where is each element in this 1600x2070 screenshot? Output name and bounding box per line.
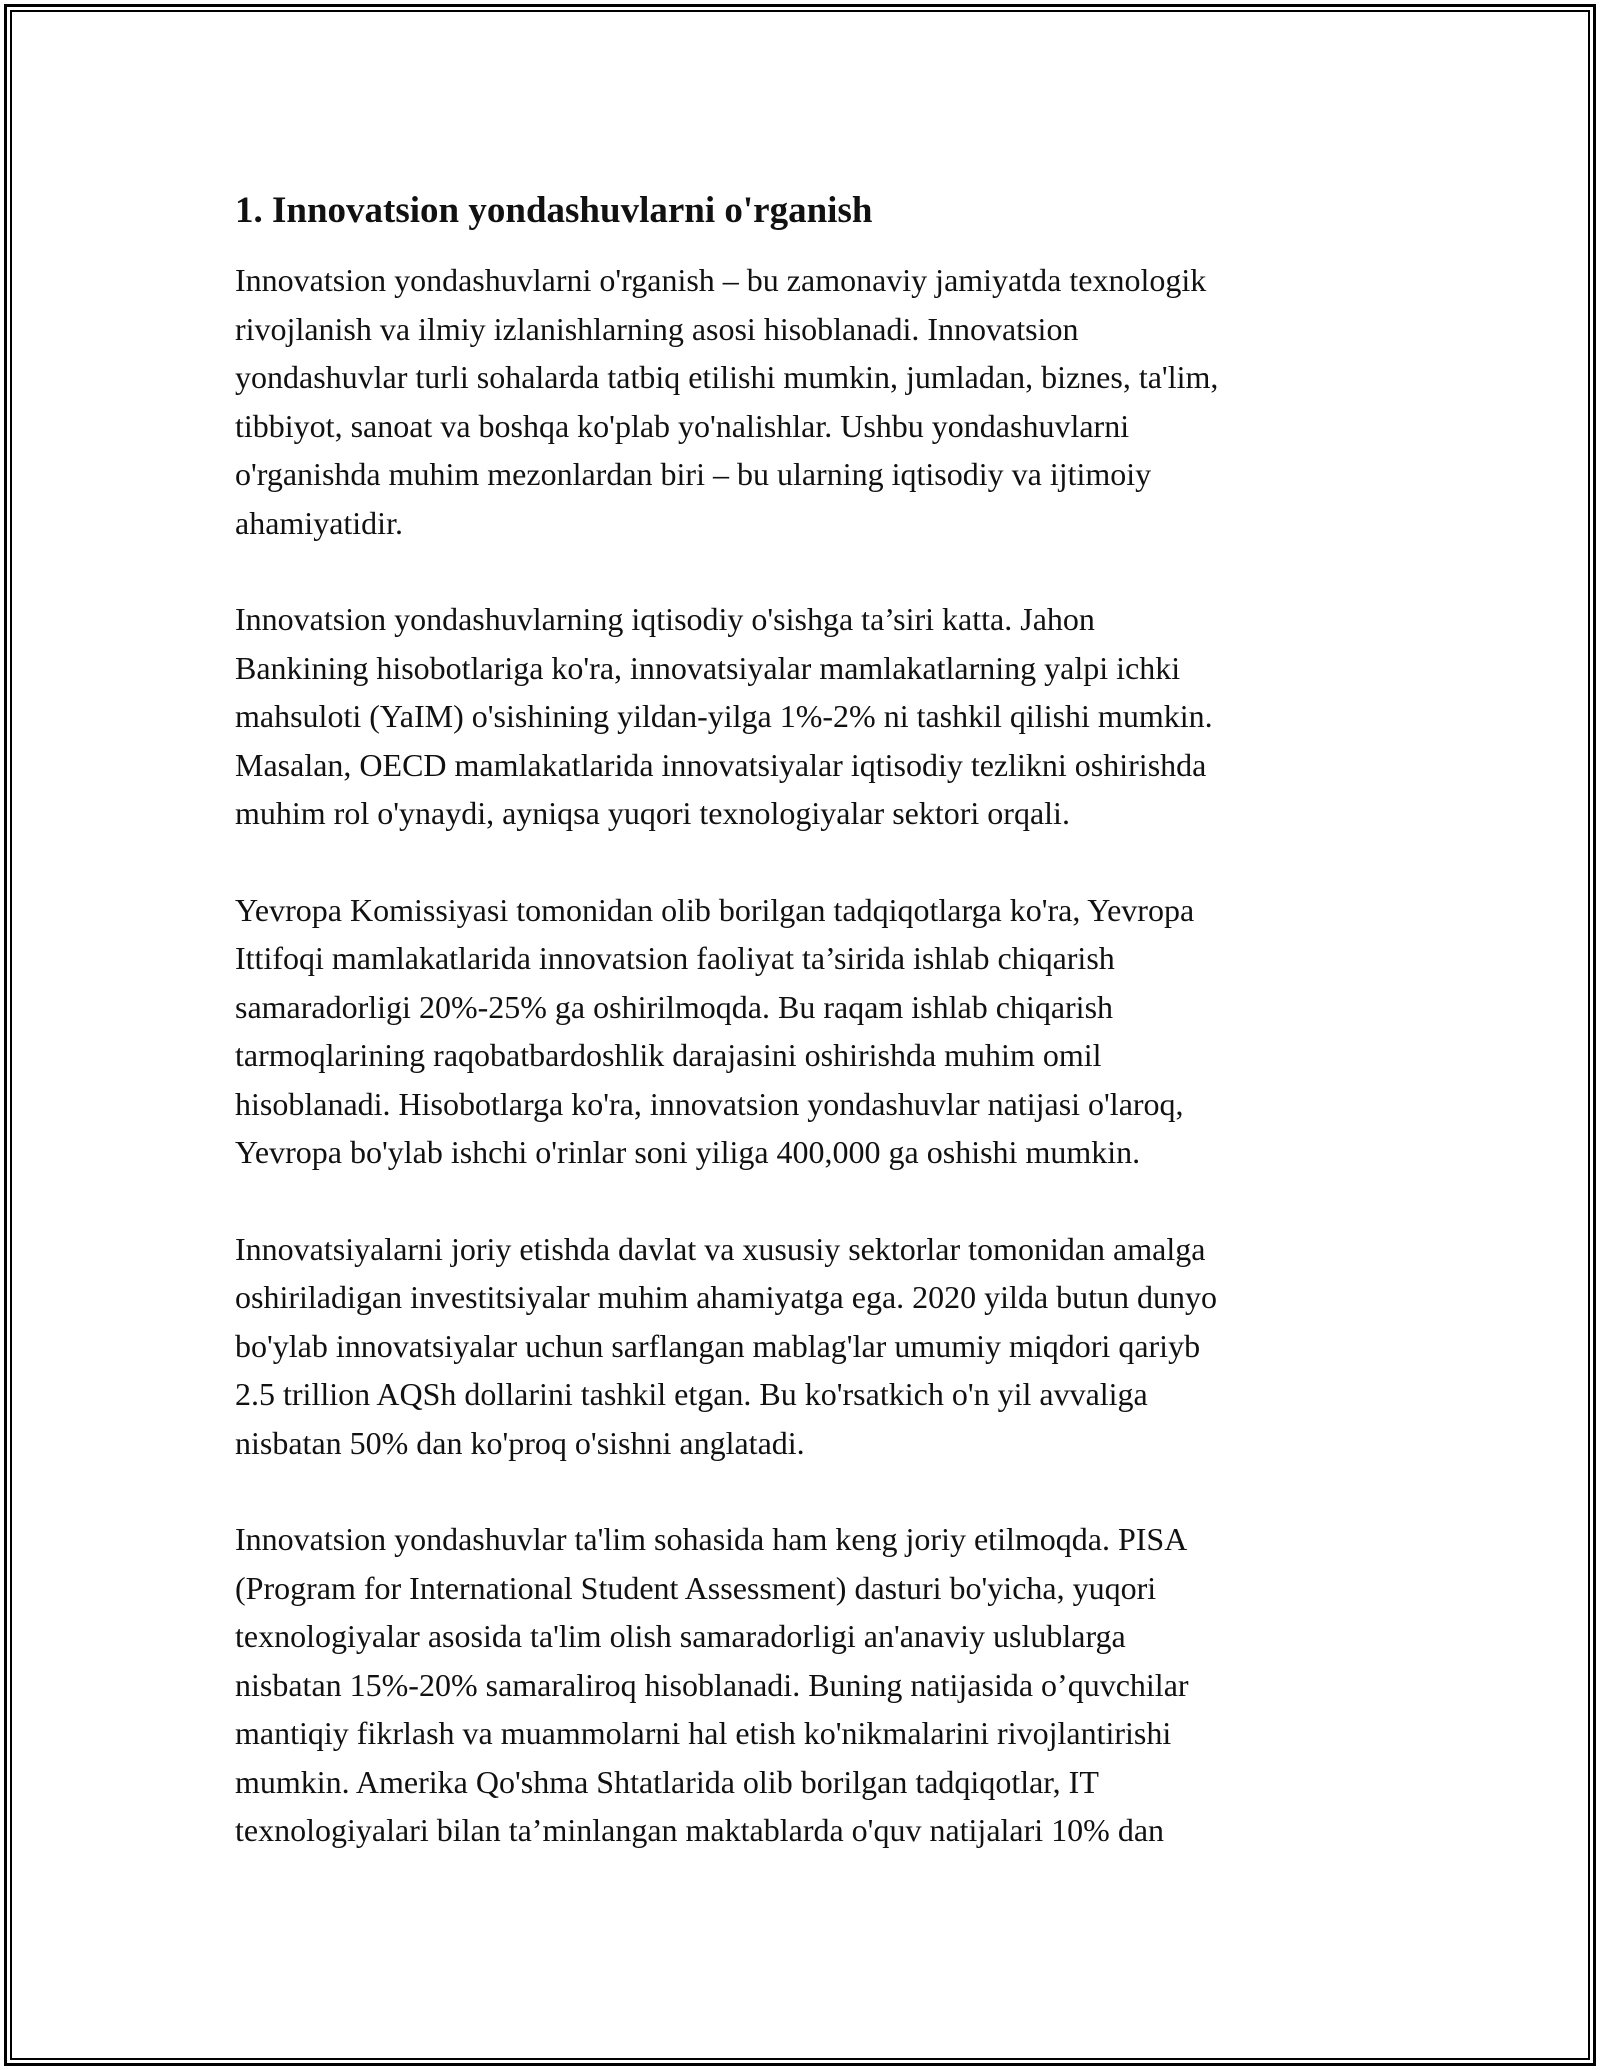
text-line: texnologiyalar asosida ta'lim olish samaradorligi an'anaviy uslublarga	[235, 1618, 1126, 1654]
section-heading: 1. Innovatsion yondashuvlarni o'rganish	[235, 190, 873, 231]
text-line: Ittifoqi mamlakatlarida innovatsion faoliyat ta’sirida ishlab chiqarish	[235, 940, 1115, 976]
text-line: mumkin. Amerika Qo'shma Shtatlarida olib borilgan tadqiqotlar, IT	[235, 1763, 1099, 1800]
text-line: Innovatsion yondashuvlarning iqtisodiy o'sishga ta’siri katta. Jahon	[235, 601, 1095, 637]
text-line: rivojlanish va ilmiy izlanishlarning asosi hisoblanadi. Innovatsion	[235, 310, 1079, 347]
text-line: (Program for International Student Assessment) dasturi bo'yicha, yuqori	[235, 1569, 1157, 1606]
text-line: nisbatan 50% dan ko'proq o'sishni anglatadi.	[235, 1424, 805, 1461]
text-line: Yevropa bo'ylab ishchi o'rinlar soni yiliga 400,000 ga oshishi mumkin.	[235, 1134, 1141, 1170]
text-line: nisbatan 15%-20% samaraliroq hisoblanadi. Buning natijasida o’quvchilar	[235, 1666, 1189, 1703]
text-line: yondashuvlar turli sohalarda tatbiq etilishi mumkin, jumladan, biznes, ta'lim,	[235, 359, 1219, 395]
text-line: Innovatsiyalarni joriy etishda davlat va xususiy sektorlar tomonidan amalga	[235, 1230, 1206, 1267]
text-line: bo'ylab innovatsiyalar uchun sarflangan mablag'lar umumiy miqdori qariyb	[235, 1327, 1201, 1364]
text-line: samaradorligi 20%-25% ga oshirilmoqda. Bu raqam ishlab chiqarish	[235, 988, 1114, 1025]
text-line: tarmoqlarining raqobatbardoshlik darajasini oshirishda muhim omil	[235, 1037, 1102, 1073]
paragraph-2	[235, 595, 1375, 838]
text-line: oshiriladigan investitsiyalar muhim ahamiyatga ega. 2020 yilda butun dunyo	[235, 1279, 1218, 1315]
text-line: Masalan, OECD mamlakatlarida innovatsiyalar iqtisodiy tezlikni oshirishda	[235, 746, 1207, 783]
text-line: muhim rol o'ynaydi, ayniqsa yuqori texnologiyalar sektori orqali.	[235, 795, 1070, 831]
text-line: tibbiyot, sanoat va boshqa ko'plab yo'nalishlar. Ushbu yondashuvlarni	[235, 407, 1130, 444]
text-line: mahsuloti (YaIM) o'sishining yildan-yilga 1%-2% ni tashkil qilishi mumkin.	[235, 698, 1213, 734]
text-line: mantiqiy fikrlash va muammolarni hal etish ko'nikmalarini rivojlantirishi	[235, 1715, 1172, 1751]
text-line: Innovatsion yondashuvlarni o'rganish – bu zamonaviy jamiyatda texnologik	[235, 262, 1207, 298]
paragraph-5	[235, 1515, 1375, 1855]
text-line: hisoblanadi. Hisobotlarga ko'ra, innovatsion yondashuvlar natijasi o'laroq,	[235, 1085, 1184, 1122]
text-line: 2.5 trillion AQSh dollarini tashkil etgan. Bu ko'rsatkich o'n yil avvaliga	[235, 1376, 1148, 1412]
text-line: ahamiyatidir.	[235, 504, 403, 541]
text-line: Yevropa Komissiyasi tomonidan olib borilgan tadqiqotlarga ko'ra, Yevropa	[235, 891, 1195, 928]
paragraph-4	[235, 1225, 1375, 1468]
paragraph-1	[235, 256, 1375, 547]
paragraph-3	[235, 886, 1375, 1177]
text-line: Bankining hisobotlariga ko'ra, innovatsiyalar mamlakatlarning yalpi ichki	[235, 649, 1181, 686]
text-line: texnologiyalari bilan ta’minlangan maktablarda o'quv natijalari 10% dan	[235, 1812, 1165, 1848]
text-line: Innovatsion yondashuvlar ta'lim sohasida ham keng joriy etilmoqda. PISA	[235, 1521, 1188, 1557]
text-line: o'rganishda muhim mezonlardan biri – bu ularning iqtisodiy va ijtimoiy	[235, 456, 1152, 492]
document-body	[235, 186, 1375, 1903]
